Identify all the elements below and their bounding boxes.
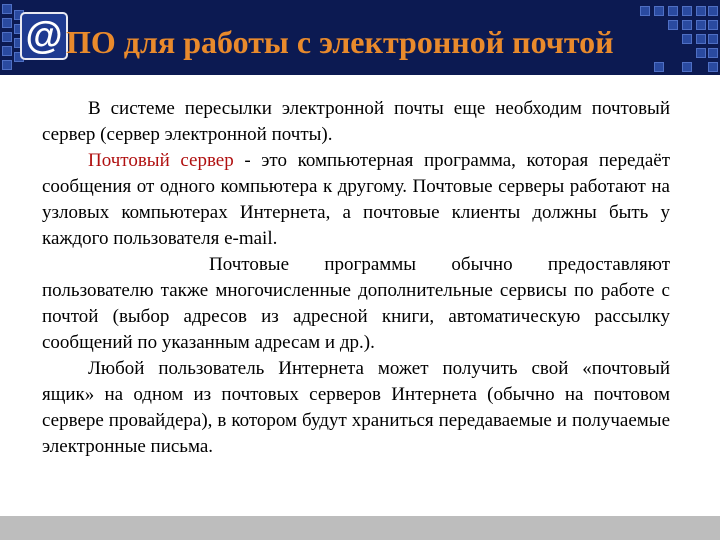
decorative-tile: [2, 4, 12, 14]
decorative-tile: [708, 20, 718, 30]
decorative-tile: [696, 48, 706, 58]
decorative-tile: [654, 62, 664, 72]
decorative-tile: [640, 6, 650, 16]
decorative-tile: [696, 6, 706, 16]
decorative-tile: [2, 32, 12, 42]
term-mail-server: Почтовый сервер: [88, 150, 234, 171]
paragraph-mailbox: Любой пользователь Интернета может получить свой «почтовый ящик» на одном из почтовых серверов Интернета (обычно на почтовом сервере провайдера), в котором будут храниться передаваемые и получаемые электронные письма.: [42, 358, 670, 457]
paragraph-mail-programs-services: Почтовые программы обычно предоставляют пользователю также многочисленные дополнительные сервисы по работе с почтой (выбор адресов из адресной книги, автоматическую рассылку сообщений по указанным адресам и др.).: [42, 254, 670, 353]
slide-header: [0, 0, 720, 75]
decorative-tile: [682, 20, 692, 30]
at-sign-glyph: @: [25, 15, 63, 57]
slide-title: ПО для работы с электронной почтой: [66, 24, 614, 60]
slide-body: [42, 96, 670, 460]
decorative-tile: [696, 20, 706, 30]
paragraph-mail-server-definition: [42, 148, 670, 252]
slide-footer-bar: [0, 516, 720, 540]
decorative-tile: [654, 6, 664, 16]
decorative-tile: [682, 6, 692, 16]
decorative-tile: [708, 34, 718, 44]
decorative-tile: [668, 6, 678, 16]
definition-text: - это компьютерная программа, которая передаёт сообщения от одного компьютера к другому. Почтовые серверы работают на узловых компьютерах Интернета, а почтовые клиенты должны быть у каждого пользователя e-mail.: [42, 150, 670, 249]
decorative-tile: [682, 62, 692, 72]
decorative-tile: [708, 62, 718, 72]
decorative-tile: [2, 46, 12, 56]
decorative-tile: [2, 18, 12, 28]
decorative-tile: [708, 48, 718, 58]
decorative-tile: [696, 34, 706, 44]
email-at-icon: [20, 12, 68, 60]
decorative-tile: [2, 60, 12, 70]
decorative-tile: [668, 20, 678, 30]
decorative-tile: [682, 34, 692, 44]
decorative-tile: [708, 6, 718, 16]
paragraph-mail-server-need: В системе пересылки электронной почты еще необходим почтовый сервер (сервер электронной почты).: [42, 98, 670, 145]
